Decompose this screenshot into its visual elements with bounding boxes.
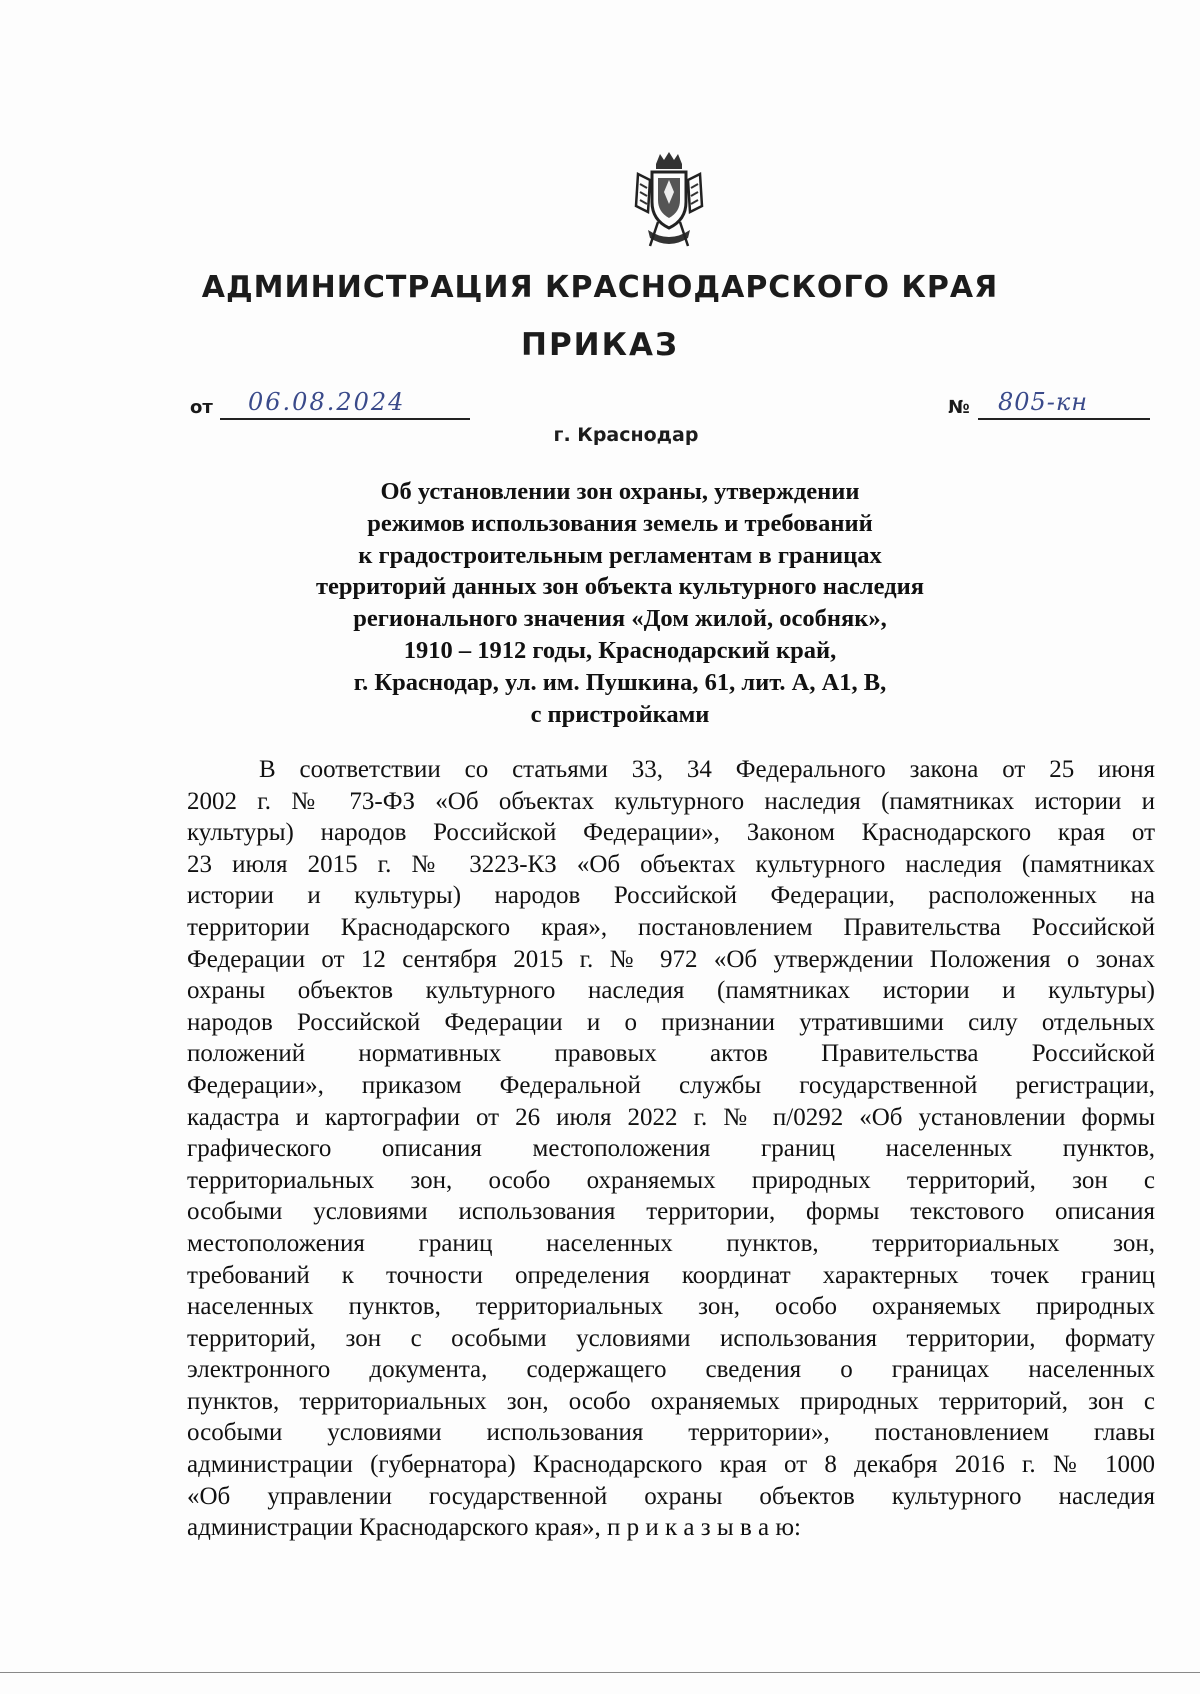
city-name: г. Краснодар (553, 424, 699, 446)
document-body (187, 754, 1155, 1544)
body-line: территориальных зон, особо охраняемых природных территорий, зон с (187, 1166, 1155, 1194)
title-line: территорий данных зон объекта культурного наследия (316, 573, 924, 601)
title-line: с пристройками (530, 700, 710, 728)
title-line: регионального значения «Дом жилой, особняк», (353, 605, 887, 633)
date-value: 06.08.2024 (248, 388, 406, 416)
body-line: графического описания местоположения границ населенных пунктов, (187, 1135, 1155, 1163)
body-line: положений нормативных правовых актов Правительства Российской (187, 1040, 1155, 1068)
title-line: к градостроительным регламентам в границах (358, 541, 882, 569)
body-line: 23 июля 2015 г. № 3223-КЗ «Об объектах культурного наследия (памятниках (187, 850, 1155, 878)
body-line: охраны объектов культурного наследия (памятниках истории и культуры) (187, 977, 1155, 1005)
title-line: Об установлении зон охраны, утверждении (380, 478, 860, 505)
number-value: 805-кн (998, 388, 1089, 416)
number-label: № (948, 397, 970, 418)
body-line: электронного документа, содержащего сведения о границах населенных (187, 1356, 1155, 1384)
body-line: местоположения границ населенных пунктов, территориальных зон, (187, 1229, 1155, 1257)
document-type: ПРИКАЗ (521, 327, 679, 363)
body-line: кадастра и картографии от 26 июля 2022 г. № п/0292 «Об установлении формы (187, 1103, 1155, 1131)
number-field (948, 388, 1150, 422)
coat-of-arms-icon (628, 150, 710, 250)
body-line: Федерации от 12 сентября 2015 г. № 972 «Об утверждении Положения о зонах (187, 945, 1155, 973)
body-line: пунктов, территориальных зон, особо охраняемых природных территорий, зон с (187, 1387, 1155, 1415)
body-line: администрации Краснодарского края», п р и к а з ы в а ю: (187, 1514, 801, 1542)
body-line: особыми условиями использования территории, формы текстового описания (187, 1198, 1155, 1226)
body-line: территорий, зон с особыми условиями использования территории, формату (187, 1324, 1155, 1352)
date-field (190, 388, 470, 422)
title-line: режимов использования земель и требований (367, 509, 873, 537)
body-line: истории и культуры) народов Российской Федерации, расположенных на (187, 882, 1155, 910)
title-line: г. Краснодар, ул. им. Пушкина, 61, лит. А, А1, В, (353, 668, 887, 696)
scan-edge-line (0, 1672, 1200, 1673)
date-label: от (190, 397, 213, 418)
organization-name: АДМИНИСТРАЦИЯ КРАСНОДАРСКОГО КРАЯ (201, 270, 999, 305)
body-line: «Об управлении государственной охраны объектов культурного наследия (187, 1482, 1155, 1510)
body-line: культуры) народов Российской Федерации», Законом Краснодарского края от (187, 819, 1155, 847)
body-line: администрации (губернатора) Краснодарского края от 8 декабря 2016 г. № 1000 (187, 1451, 1155, 1479)
number-underline (978, 418, 1150, 420)
body-line: В соответствии со статьями 33, 34 Федерального закона от 25 июня (259, 756, 1155, 783)
date-underline (220, 418, 470, 420)
body-line: территории Краснодарского края», постановлением Правительства Российской (187, 913, 1155, 941)
title-line: 1910 – 1912 годы, Краснодарский край, (403, 636, 837, 664)
body-line: населенных пунктов, территориальных зон, особо охраняемых природных (187, 1293, 1155, 1321)
body-line: народов Российской Федерации и о признании утратившими силу отдельных (187, 1008, 1155, 1036)
body-line: особыми условиями использования территории», постановлением главы (187, 1419, 1155, 1447)
body-line: 2002 г. № 73-ФЗ «Об объектах культурного наследия (памятниках истории и (187, 787, 1155, 815)
document-title (200, 476, 1040, 730)
body-line: требований к точности определения координат характерных точек границ (187, 1261, 1155, 1289)
body-line: Федерации», приказом Федеральной службы государственной регистрации, (187, 1071, 1155, 1099)
